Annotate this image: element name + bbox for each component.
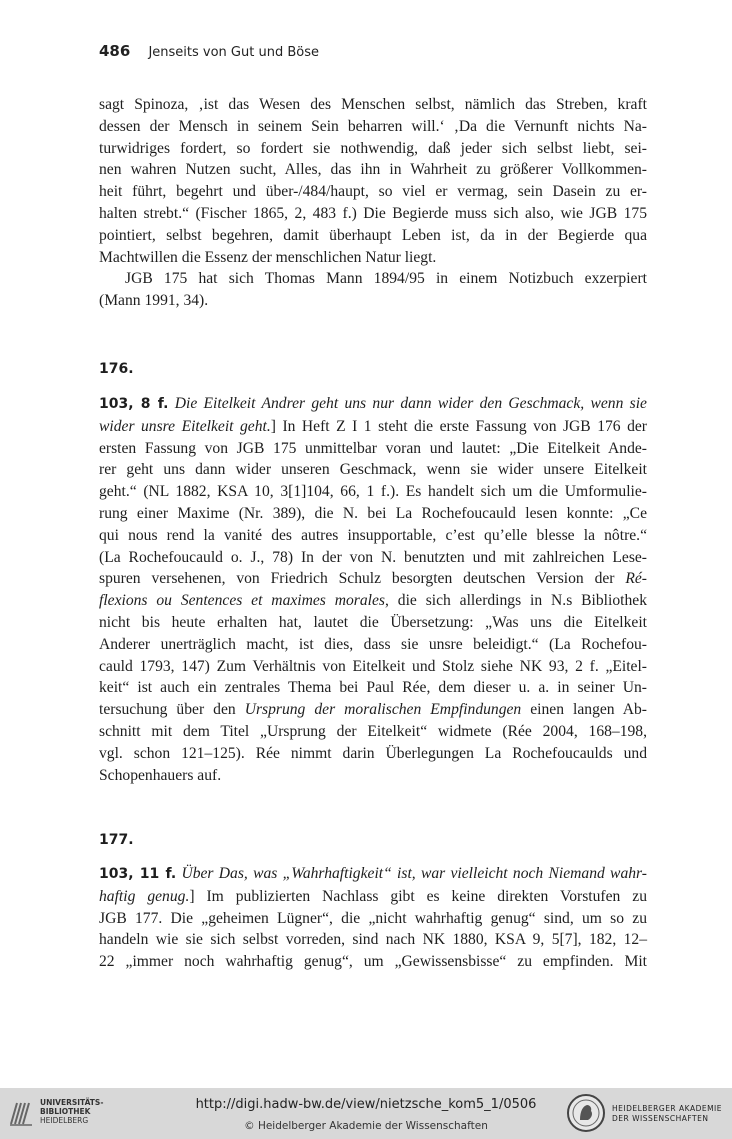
text-line: Schopenhauers auf. [99, 766, 222, 784]
text-line: rung einer Maxime (Nr. 389), die N. bei La Rochefoucauld lesen konnte: „Ce [99, 504, 647, 522]
section-heading-177: 177. [99, 832, 134, 848]
text-line: pointiert, selbst begehren, damit überhaupt Leben ist, da in der Begierde qua [99, 226, 647, 244]
text-line: nen wahren Nutzen sucht, Alles, das ihn in Wahrheit zu größerer Vollkommen- [99, 161, 647, 179]
logo-text-line: BIBLIOTHEK [40, 1107, 91, 1116]
lemma-text: wider unsre Eitelkeit geht. [99, 417, 271, 435]
text-line: 22 „immer noch wahrhaftig genug“, um „Gewissensbisse“ zu empfinden. Mit [99, 953, 647, 971]
lemma-text: Die Eitelkeit Andrer geht uns nur dann wider den Geschmack, wenn sie [174, 395, 647, 412]
text-line: dessen der Mensch in seinem Sein beharren will.‘ ‚Da die Vernunft nichts Na- [99, 117, 647, 135]
text-line [99, 393, 647, 416]
text-line: keit“ ist auch ein zentrales Thema bei Paul Rée, dem dieser u. a. in seiner Un- [99, 679, 647, 697]
book-title: Ursprung der moralischen Empfindungen [244, 701, 522, 719]
book-title: flexions ou Sentences et maximes morales [99, 592, 385, 610]
text-line: tersuchung über den Ursprung der moralischen Empfindungen einen langen Ab- [99, 701, 648, 719]
text-line: heit führt, begehrt und über-/484/haupt, so viel er vermag, sein Dasein zu er- [99, 183, 647, 201]
academy-seal-icon [566, 1093, 606, 1133]
text-line: ersten Fassung von JGB 175 unmittelbar voran und lautet: „Die Eitelkeit Ande- [99, 439, 647, 457]
text-line: (La Rochefoucauld o. J., 78) In der von N. benutzten und mit zahlreichen Lese- [99, 548, 647, 566]
source-url-link[interactable]: http://digi.hadw-bw.de/view/nietzsche_kom5_1/0506 [195, 1097, 537, 1112]
text-line: nicht bis heute erhalten hat, lautet die Übersetzung: „Was uns die Eitelkeit [99, 613, 647, 631]
page-number: 486 [99, 42, 131, 60]
logo-text-line: DER WISSENSCHAFTEN [612, 1113, 709, 1123]
text-line: JGB 175 hat sich Thomas Mann 1894/95 in einem Notizbuch exzerpiert [125, 270, 647, 288]
text-line: JGB 177. Die „geheimen Lügner“, die „nicht wahrhaftig genug“ sind, um so zu [99, 909, 647, 927]
text-line: cauld 1793, 147) Zum Verhältnis von Eitelkeit und Stolz siehe NK 93, 2 f. „Eitel- [99, 657, 647, 675]
section-176-body [99, 393, 647, 786]
logo-text-line: HEIDELBERG [40, 1116, 89, 1125]
lemma-reference: 103, 11 f. [99, 866, 177, 882]
text-line: rer geht uns dann wider unseren Geschmack, wenn sie wider unsere Eitelkeit [99, 461, 647, 479]
text-line: flexions ou Sentences et maximes morales, die sich allerdings in N.s Bibliothek [99, 592, 647, 610]
logo-text-line: HEIDELBERGER AKADEMIE [612, 1104, 723, 1113]
section-177-body [99, 863, 647, 973]
logo-text-line: UNIVERSITÄTS- [40, 1098, 104, 1107]
text-line: qui nous rend la vanité des autres insupportable, c’est qu’elle blesse la nôtre.“ [99, 526, 647, 544]
running-header [99, 42, 319, 60]
text-line: Machtwillen die Essenz der menschlichen Natur liegt. [99, 248, 437, 266]
text-line: vgl. schon 121–125). Rée nimmt darin Überlegungen La Rochefoucaulds und [99, 744, 647, 762]
intro-paragraph [99, 94, 647, 312]
text-line: turwidriges fordert, so fordert sie nothwendig, daß jeder sich selbst liebt, sei- [99, 139, 647, 157]
text-line: halten strebt.“ (Fischer 1865, 2, 483 f.) Die Begierde muss sich also, wie JGB 175 [99, 204, 647, 222]
text-line: (Mann 1991, 34). [99, 292, 209, 310]
lemma-text: Über Das, was „Wahrhaftigkeit“ ist, war vielleicht noch Niemand wahr- [181, 865, 648, 882]
text-line: geht.“ (NL 1882, KSA 10, 3[1]104, 66, 1 f.). Es handelt sich um die Umformulie- [99, 483, 647, 501]
footer-bar [0, 1088, 732, 1139]
text-line [99, 863, 647, 886]
text-line: haftig genug.] Im publizierten Nachlass gibt es keine direkten Vorstufen zu [99, 887, 647, 905]
text-line: wider unsre Eitelkeit geht.] In Heft Z I 1 steht die erste Fassung von JGB 176 der [99, 417, 647, 435]
lemma-reference: 103, 8 f. [99, 396, 169, 412]
section-heading-176: 176. [99, 361, 134, 377]
copyright-notice: © Heidelberger Akademie der Wissenschaften [244, 1120, 488, 1132]
lemma-text: haftig genug. [99, 887, 190, 905]
academy-logo[interactable] [566, 1092, 732, 1136]
text-line: spuren versehenen, von Friedrich Schulz besorgten deutschen Version der Ré- [99, 570, 647, 588]
running-title: Jenseits von Gut und Böse [148, 45, 319, 60]
text-line: handeln wie sie sich selbst vorreden, sind nach NK 1880, KSA 9, 5[7], 182, 12– [99, 931, 647, 949]
text-line: schnitt mit dem Titel „Ursprung der Eitelkeit“ widmete (Rée 2004, 168–198, [99, 722, 647, 740]
text-line: Anderer unerträglich macht, ist dies, dass sie unsre beleidigt.“ (La Rochefou- [99, 635, 647, 653]
text-line: sagt Spinoza, ‚ist das Wesen des Menschen selbst, nämlich das Streben, kraft [99, 96, 647, 113]
